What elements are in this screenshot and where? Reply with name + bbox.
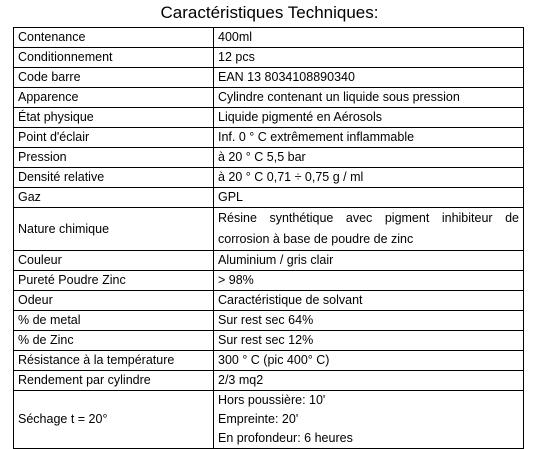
row-value: EAN 13 8034108890340	[214, 68, 524, 88]
table-row	[14, 271, 524, 291]
row-value: > 98%	[214, 271, 524, 291]
row-label: Couleur	[14, 251, 214, 271]
row-value: Inf. 0 ° C extrêmement inflammable	[214, 128, 524, 148]
table-row	[14, 48, 524, 68]
drying-line: Empreinte: 20'	[218, 412, 299, 426]
row-label: État physique	[14, 108, 214, 128]
row-label: Pression	[14, 148, 214, 168]
table-row	[14, 311, 524, 331]
row-value: Aluminium / gris clair	[214, 251, 524, 271]
drying-line: En profondeur: 6 heures	[218, 431, 353, 445]
row-value: 2/3 mq2	[214, 371, 524, 391]
row-value: Cylindre contenant un liquide sous pression	[214, 88, 524, 108]
table-row	[14, 208, 524, 251]
row-value: Caractéristique de solvant	[214, 291, 524, 311]
row-label: Séchage t = 20°	[14, 391, 214, 449]
row-label: Conditionnement	[14, 48, 214, 68]
row-value: 12 pcs	[214, 48, 524, 68]
row-label: Résistance à la température	[14, 351, 214, 371]
table-row	[14, 28, 524, 48]
table-row	[14, 108, 524, 128]
table-row	[14, 331, 524, 351]
page-title: Caractéristiques Techniques:	[160, 3, 379, 22]
row-label: Rendement par cylindre	[14, 371, 214, 391]
row-label: Odeur	[14, 291, 214, 311]
table-row	[14, 88, 524, 108]
row-label: Pureté Poudre Zinc	[14, 271, 214, 291]
table-row	[14, 188, 524, 208]
row-label: Densité relative	[14, 168, 214, 188]
table-row	[14, 168, 524, 188]
row-label: % de metal	[14, 311, 214, 331]
table-row	[14, 351, 524, 371]
row-label: Code barre	[14, 68, 214, 88]
row-label: % de Zinc	[14, 331, 214, 351]
table-row	[14, 371, 524, 391]
row-value: à 20 ° C 5,5 bar	[214, 148, 524, 168]
row-value: 300 ° C (pic 400° C)	[214, 351, 524, 371]
row-label: Contenance	[14, 28, 214, 48]
row-value: Résine synthétique avec pigment inhibiteur de corrosion à base de poudre de zinc	[214, 208, 524, 251]
table-row	[14, 68, 524, 88]
drying-line: Hors poussière: 10'	[218, 393, 326, 407]
table-row	[14, 391, 524, 449]
table-row	[14, 128, 524, 148]
row-value: Sur rest sec 12%	[214, 331, 524, 351]
row-label: Point d'éclair	[14, 128, 214, 148]
row-value: Sur rest sec 64%	[214, 311, 524, 331]
row-label: Nature chimique	[14, 208, 214, 251]
row-value: à 20 ° C 0,71 ÷ 0,75 g / ml	[214, 168, 524, 188]
row-value: Liquide pigmenté en Aérosols	[214, 108, 524, 128]
row-label: Apparence	[14, 88, 214, 108]
row-value-multiline	[214, 391, 524, 449]
table-row	[14, 291, 524, 311]
table-row	[14, 251, 524, 271]
row-value: 400ml	[214, 28, 524, 48]
table-row	[14, 148, 524, 168]
row-label: Gaz	[14, 188, 214, 208]
row-value: GPL	[214, 188, 524, 208]
specs-table	[13, 27, 524, 449]
